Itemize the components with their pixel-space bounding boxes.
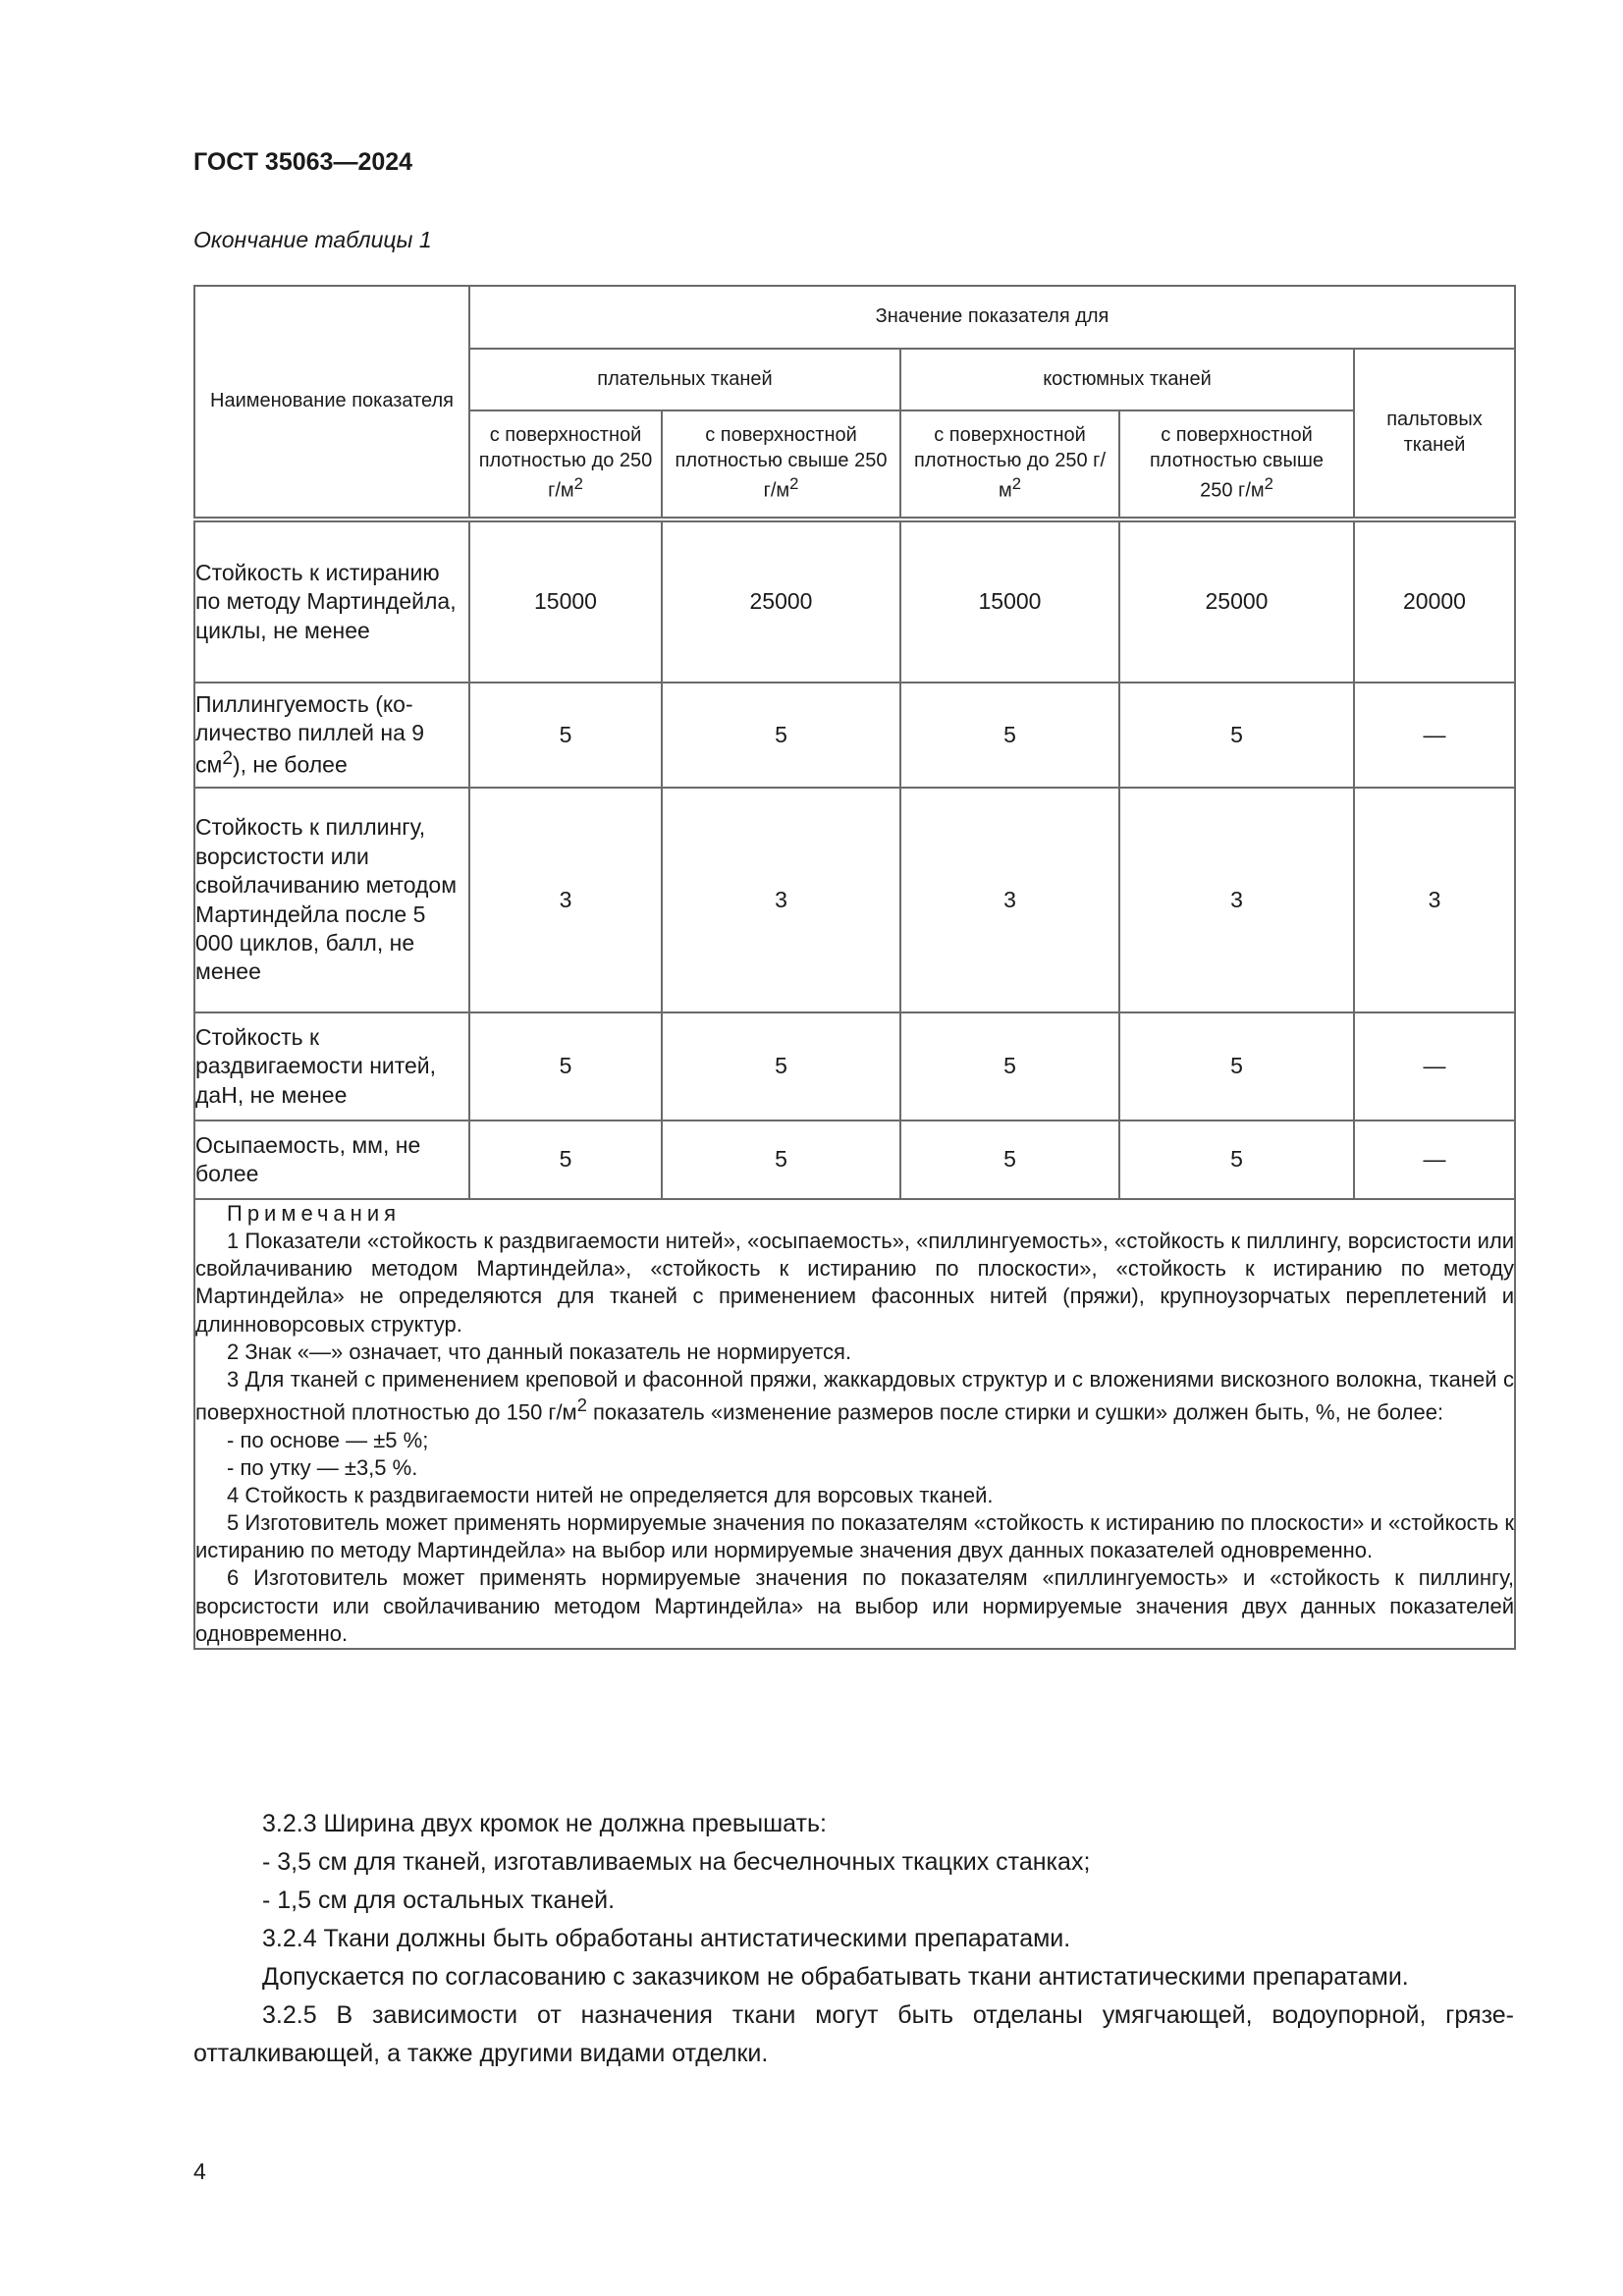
value-cell: 25000 bbox=[662, 519, 900, 683]
value-cell: 5 bbox=[1119, 683, 1354, 788]
suit-fabrics-header: костюмных тканей bbox=[900, 349, 1354, 410]
value-cell: 5 bbox=[900, 683, 1119, 788]
body-text bbox=[193, 1805, 1514, 2073]
subheader-suit-low: с поверхностной плотностью до 250 $г/м^2$ bbox=[900, 410, 1119, 519]
row-name: Стойкость к пиллингу, ворсистости или свойлачиванию методом Мартиндейла после 5 000 циклов, балл, не менее bbox=[194, 788, 469, 1012]
group-header: Значение показателя для bbox=[469, 286, 1515, 349]
paragraph: Допускается по согласованию с заказчиком не обрабатывать ткани антистатическими препаратами. bbox=[262, 1963, 1409, 1991]
value-cell: 25000 bbox=[1119, 519, 1354, 683]
table-notes bbox=[194, 1199, 1515, 1649]
table-row bbox=[194, 1121, 1515, 1199]
notes-title: Примечания bbox=[227, 1201, 402, 1226]
value-cell: 5 bbox=[900, 1121, 1119, 1199]
clause-3-2-5: 3.2.5 В зависимости от назначения ткани могут быть отделаны умягчающей, водоупорной, грязе-отталкивающей, а также другими видами отделки. bbox=[193, 2001, 1514, 2067]
value-cell: 20000 bbox=[1354, 519, 1515, 683]
clause-3-2-4: 3.2.4 Ткани должны быть обработаны антистатическими препаратами. bbox=[262, 1925, 1071, 1952]
dress-fabrics-header: плательных тканей bbox=[469, 349, 900, 410]
row-name: Осыпаемость, мм, не более bbox=[194, 1121, 469, 1199]
requirements-table bbox=[193, 285, 1516, 1650]
clause-3-2-3: 3.2.3 Ширина двух кромок не должна превышать: bbox=[262, 1810, 827, 1837]
value-cell: 15000 bbox=[900, 519, 1119, 683]
coat-fabrics-header: пальтовых тканей bbox=[1354, 349, 1515, 519]
value-cell: 5 bbox=[662, 1121, 900, 1199]
value-cell: — bbox=[1354, 1012, 1515, 1121]
table-row bbox=[194, 683, 1515, 788]
list-item: - 3,5 см для тканей, изготавливаемых на бесчелночных ткацких станках; bbox=[262, 1848, 1091, 1876]
value-cell: 3 bbox=[469, 788, 662, 1012]
page-number: 4 bbox=[193, 2159, 206, 2184]
note-3-item: - по утку — ±3,5 %. bbox=[227, 1454, 418, 1480]
note-5: 5 Изготовитель может применять нормируемые значения по показателям «стойкость к истиранию по плоскости» и «стойкость к истиранию по методу Мартиндейла» на выбор или нормируемые значения двух данных показателей одновременно. bbox=[195, 1510, 1514, 1563]
row-name: Стойкость к истиранию по методу Мартиндейла, циклы, не менее bbox=[194, 519, 469, 683]
table-caption: Окончание таблицы 1 bbox=[193, 227, 432, 252]
table-row bbox=[194, 788, 1515, 1012]
subheader-dress-low: с поверхностной плотностью до 250 $г/м^2$ bbox=[469, 410, 662, 519]
value-cell: 5 bbox=[662, 683, 900, 788]
row-name: Стойкость к раздвигаемости нитей, даН, не менее bbox=[194, 1012, 469, 1121]
table-row bbox=[194, 1012, 1515, 1121]
value-cell: 15000 bbox=[469, 519, 662, 683]
subheader-suit-high: с поверхностной плотностью свыше 250 $г/м^2$ bbox=[1119, 410, 1354, 519]
value-cell: 5 bbox=[469, 1012, 662, 1121]
value-cell: 5 bbox=[1119, 1012, 1354, 1121]
value-cell: — bbox=[1354, 1121, 1515, 1199]
subheader-dress-high: с поверхностной плотностью свыше 250 $г/м^2$ bbox=[662, 410, 900, 519]
value-cell: — bbox=[1354, 683, 1515, 788]
list-item: - 1,5 см для остальных тканей. bbox=[262, 1886, 616, 1914]
table-row bbox=[194, 519, 1515, 683]
col-name-header: Наименование показателя bbox=[194, 286, 469, 519]
note-3-item: - по основе — ±5 %; bbox=[227, 1427, 429, 1452]
value-cell: 5 bbox=[662, 1012, 900, 1121]
value-cell: 3 bbox=[900, 788, 1119, 1012]
note-2: 2 Знак «—» означает, что данный показатель не нормируется. bbox=[227, 1339, 852, 1364]
value-cell: 3 bbox=[1354, 788, 1515, 1012]
value-cell: 3 bbox=[662, 788, 900, 1012]
note-6: 6 Изготовитель может применять нормируемые значения по показателям «пиллингуемость» и «стойкость к пиллингу, ворсистости или свойлачиванию методом Мартиндейла» на выбор или нормируемые значения двух данных показателей одновременно. bbox=[195, 1565, 1514, 1646]
value-cell: 5 bbox=[469, 683, 662, 788]
note-3: 3 Для тканей с применением креповой и фасонной пряжи, жаккардовых структур и с вложениями вискозного волокна, тканей с поверхностной плотностью до 150 $г/м^2$ показатель «изменение размеров после стирки и сушки» должен быть, %, не более: bbox=[195, 1366, 1514, 1425]
value-cell: 5 bbox=[469, 1121, 662, 1199]
value-cell: 5 bbox=[1119, 1121, 1354, 1199]
value-cell: 5 bbox=[900, 1012, 1119, 1121]
value-cell: 3 bbox=[1119, 788, 1354, 1012]
note-1: 1 Показатели «стойкость к раздвигаемости нитей», «осыпаемость», «пиллингуемость», «стойкость к пиллингу, ворсистости или свойлачиванию методом Мартиндейла», «стойкость к истиранию по плоскости», «стойкость к истиранию по методу Мартиндейла» не определяются для тканей с применением фасонных нитей (пряжи), крупноузорчатых переплетений и длинноворсовых структур. bbox=[195, 1229, 1514, 1337]
row-name: Пиллингуемость (ко-личество пиллей на 9 $см^2$), не более bbox=[194, 683, 469, 788]
document-code: ГОСТ 35063—2024 bbox=[193, 148, 413, 176]
note-4: 4 Стойкость к раздвигаемости нитей не определяется для ворсовых тканей. bbox=[227, 1482, 994, 1507]
